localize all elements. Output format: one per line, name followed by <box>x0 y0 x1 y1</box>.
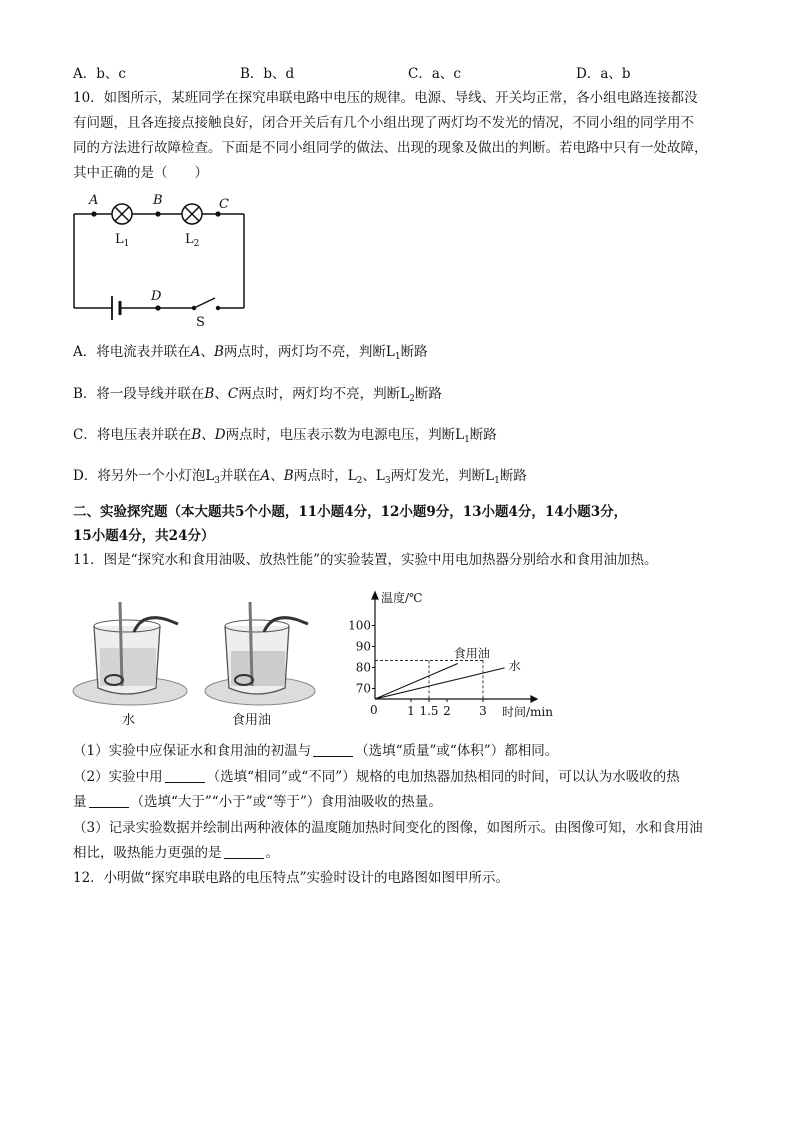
series-line <box>375 668 505 699</box>
q10-option-c: C．将电压表并联在B、D两点时，电压表示数为电源电压，判断$L_1$断路 <box>73 427 497 445</box>
label-d: D <box>151 289 162 304</box>
y-axis-arrow <box>372 592 378 599</box>
q10-stem-line: 有问题，且各连接点接触良好，闭合开关后有几个小组出现了两灯均不发光的情况，不同小组的同学用不 <box>73 115 694 131</box>
q9-option-d: D．a、b <box>576 66 631 82</box>
q9-option-c: C．a、c <box>408 66 461 82</box>
q11-stem: 11．图是“探究水和食用油吸、放热性能”的实验装置，实验中用电加热器分别给水和食用油加热。 <box>73 552 658 568</box>
x-axis-arrow <box>531 696 537 702</box>
q10-stem-line: 其中正确的是（ ） <box>73 165 208 181</box>
node-b-dot <box>155 211 160 216</box>
q10-option-a: A．将电流表并联在A、B两点时，两灯均不亮，判断$L_1$断路 <box>73 344 428 362</box>
series-label: 水 <box>508 658 521 673</box>
temperature-chart <box>345 586 565 721</box>
switch-pivot-dot <box>192 306 196 310</box>
answer-blank[interactable] <box>89 793 129 808</box>
q10-stem-line: 10．如图所示，某班同学在探究串联电路中电压的规律。电源、导线、开关均正常，各小组电路连接都没 <box>73 90 698 106</box>
node-c-dot <box>215 211 220 216</box>
q9-option-a: A．b、c <box>73 66 126 82</box>
answer-blank[interactable] <box>224 844 264 859</box>
x-tick-label: 3 <box>479 704 487 718</box>
q11-sub2-line2: 量 （选填“大于”“小于”或“等于”）食用油吸收的热量。 <box>73 794 442 810</box>
series-label: 食用油 <box>453 646 490 661</box>
node-d-dot <box>155 305 160 310</box>
origin-label: 0 <box>370 703 378 717</box>
oil-label: 食用油 <box>232 713 272 728</box>
y-tick-label: 100 <box>348 618 371 633</box>
q12-stem: 12．小明做“探究串联电路的电压特点”实验时设计的电路图如图甲所示。 <box>73 870 509 886</box>
x-tick-label: 2 <box>443 704 451 718</box>
q11-sub1: （1）实验中应保证水和食用油的初温与 （选填“质量”或“体积”）都相同。 <box>73 743 559 759</box>
label-b: B <box>153 193 163 208</box>
oil-beaker <box>205 602 315 705</box>
label-a: A <box>89 193 99 208</box>
series-line <box>375 663 458 699</box>
circuit-diagram <box>62 188 262 328</box>
x-tick-label: 1.5 <box>419 704 439 718</box>
q10-stem-line: 同的方法进行故障检查。下面是不同小组同学的做法、出现的现象及做出的判断。若电路中只有一处故障， <box>73 140 708 156</box>
x-tick-label: 1 <box>407 704 415 718</box>
beakers-illustration <box>70 596 330 736</box>
label-c: C <box>219 197 229 212</box>
water-beaker <box>73 602 187 705</box>
node-a-dot <box>91 211 96 216</box>
q10-option-d: D．将另外一个小灯泡$L_3$并联在A、B两点时，$L_2$、$L_3$两灯发光，判断$L_1$断路 <box>73 468 527 486</box>
switch-contact-dot <box>216 306 220 310</box>
q11-sub3-line2: 相比，吸热能力更强的是 。 <box>73 845 279 861</box>
answer-blank[interactable] <box>313 742 353 757</box>
y-tick-label: 70 <box>355 681 371 696</box>
section-heading: 二、实验探究题（本大题共5个小题，11小题4分，12小题9分，13小题4分，14小题3分， <box>73 504 628 520</box>
label-s: S <box>196 315 205 328</box>
q11-sub2-line1: （2）实验中用 （选填“相同”或“不同”）规格的电加热器加热相同的时间，可以认为水吸收的热 <box>73 769 680 785</box>
water-label: 水 <box>122 713 136 728</box>
label-l1: $L_1$ <box>115 232 130 249</box>
label-l2: $L_2$ <box>185 232 200 249</box>
section-heading: 15小题4分，共24分） <box>73 528 215 544</box>
y-tick-label: 90 <box>355 639 371 654</box>
x-axis-title: 时间/min <box>502 705 553 719</box>
q9-option-b: B．b、d <box>240 66 295 82</box>
y-axis-title: 温度/℃ <box>381 591 423 605</box>
q10-option-b: B．将一段导线并联在B、C两点时，两灯均不亮，判断$L_2$断路 <box>73 386 442 404</box>
answer-blank[interactable] <box>165 768 205 783</box>
q11-sub3-line1: （3）记录实验数据并绘制出两种液体的温度随加热时间变化的图像，如图所示。由图像可知，水和食用油 <box>73 820 703 836</box>
y-tick-label: 80 <box>355 660 371 675</box>
